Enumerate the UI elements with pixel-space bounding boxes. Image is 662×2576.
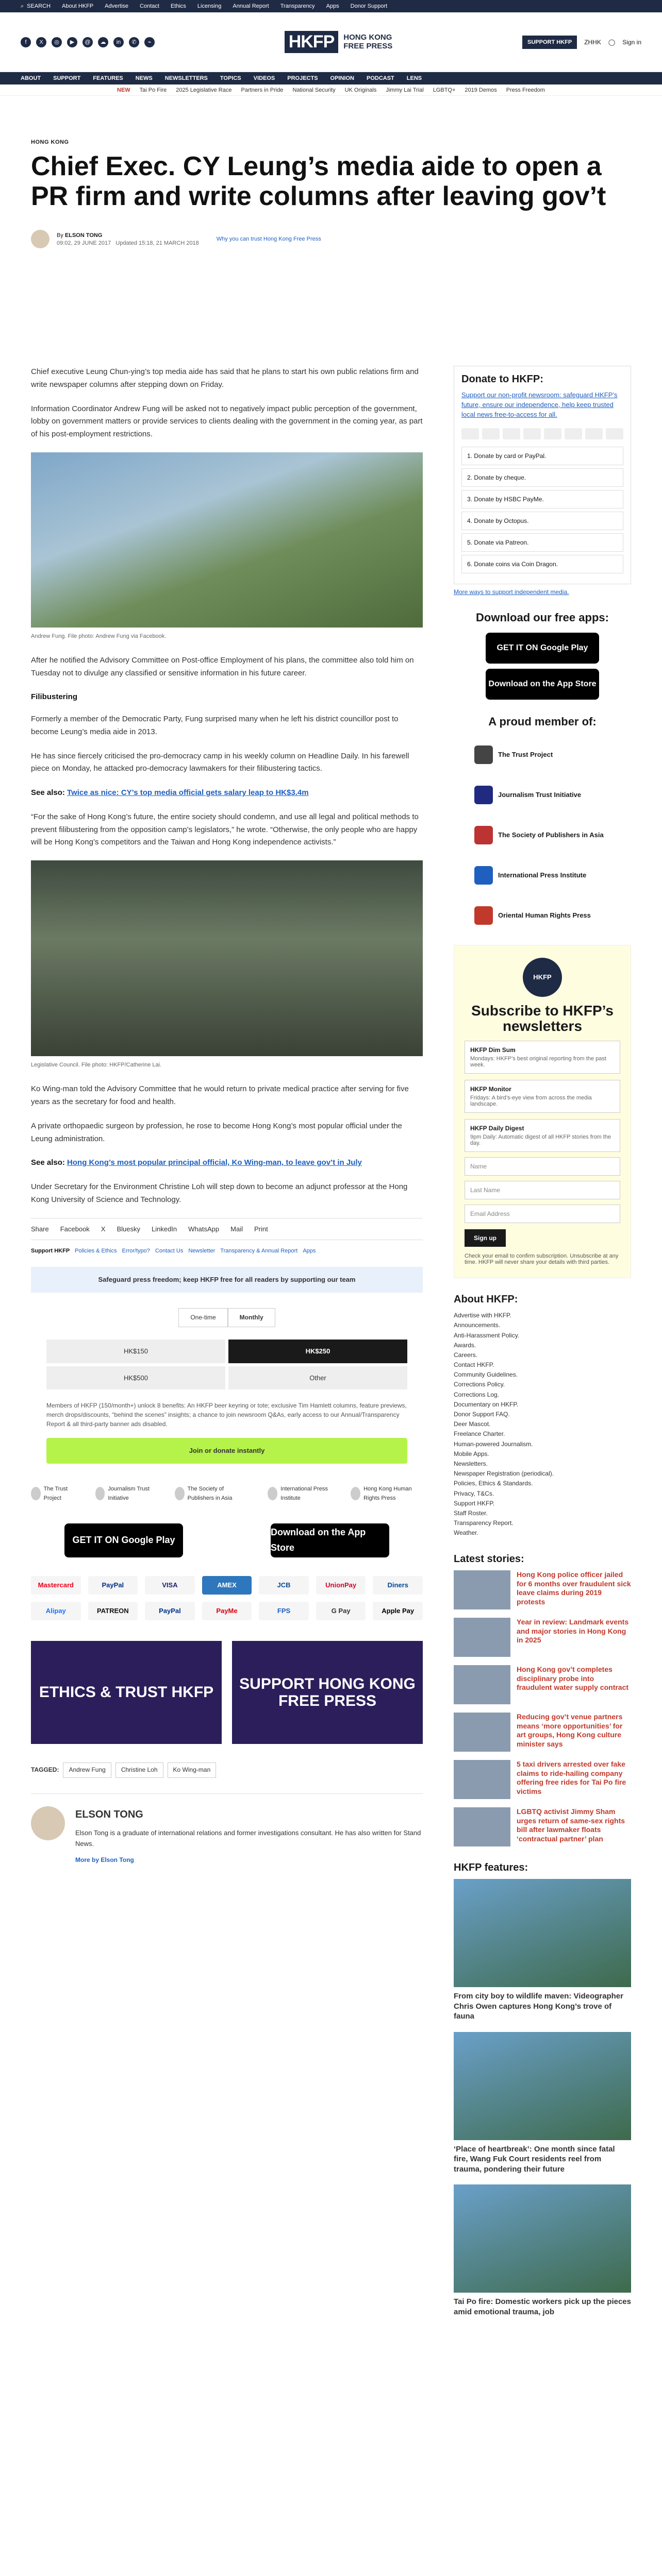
story-title: Hong Kong gov’t completes disciplinary probe into fraudulent water supply contract [517, 1665, 629, 1692]
story-thumbnail [454, 1665, 510, 1704]
feature-title: Tai Po fire: Domestic workers pick up the pieces amid emotional trauma, job [454, 2297, 631, 2316]
feature-list [454, 1879, 631, 2317]
ipi-icon [474, 866, 493, 885]
support-hkfp-button[interactable]: SUPPORT HKFP [522, 36, 577, 49]
app-store-badge[interactable]: Download on the App Store [486, 669, 599, 700]
about-link[interactable]: Deer Mascot. [454, 1420, 491, 1428]
nav-item[interactable]: SUPPORT [53, 75, 81, 81]
payment-methods [31, 1576, 423, 1620]
article-photo [31, 860, 423, 1056]
paragraph: He has since fiercely criticised the pro-democracy camp in his weekly column on Headline Daily. In his farewell piece on Monday, he attacked pro-democracy lawmakers for their filibustering tactics. [31, 751, 409, 773]
patreon-icon: PATREON [88, 1602, 138, 1620]
alipay-icon: Alipay [31, 1602, 81, 1620]
author-box [31, 1793, 423, 1867]
article-headline: Chief Exec. CY Leung’s media aide to open a PR firm and write columns after leaving gov’t [31, 151, 606, 212]
utility-link[interactable]: About HKFP [62, 3, 94, 9]
share-bluesky[interactable]: Bluesky [117, 1225, 140, 1233]
about-list [454, 1311, 631, 1538]
nav-item[interactable]: NEWSLETTERS [164, 75, 208, 81]
sign-in-link[interactable]: Sign in [622, 38, 641, 46]
social-links [21, 37, 155, 47]
paragraph: Formerly a member of the Democratic Party, Fung surprised many when he left his district councillor post to become Leung’s media aide in 2013. [31, 715, 399, 736]
newsletter-option[interactable]: HKFP Dim Sum Mondays: HKFP’s best original reporting from the past week. [465, 1041, 620, 1074]
monthly-tab[interactable]: Monthly [228, 1308, 275, 1328]
article-kicker[interactable]: HONG KONG [31, 139, 69, 145]
payme-icon: PayMe [202, 1602, 252, 1620]
unionpay-icon [565, 428, 582, 439]
share-bar [31, 1218, 423, 1240]
amount-option[interactable]: HK$150 [46, 1340, 225, 1363]
feature-title: ‘Place of heartbreak’: One month since fatal fire, Wang Fuk Court residents reel from trauma, pondering their future [454, 2144, 615, 2174]
feature-image [454, 2184, 631, 2293]
about-link[interactable]: Advertise with HKFP. [454, 1312, 511, 1319]
member-logo[interactable]: Oriental Human Rights Press [474, 902, 631, 929]
site-logo[interactable] [285, 31, 393, 53]
article-photo [31, 452, 423, 628]
about-link[interactable]: Documentary on HKFP. [454, 1400, 519, 1408]
article-wrapper [31, 139, 631, 2316]
feature-image [454, 2032, 631, 2140]
about-link[interactable]: Privacy, T&Cs. [454, 1489, 494, 1497]
about-link[interactable]: Awards. [454, 1341, 476, 1349]
donate-option[interactable]: 1. Donate by card or PayPal. [461, 447, 623, 465]
about-link[interactable]: Newspaper Registration (periodical). [454, 1470, 554, 1478]
donate-box [454, 366, 631, 584]
latest-title: Latest stories: [454, 1553, 524, 1565]
trending-link[interactable]: LGBTQ+ [433, 87, 456, 93]
member-title: A proud member of: [488, 715, 597, 728]
paypal-icon [482, 428, 500, 439]
amex-icon: AMEX [202, 1576, 252, 1595]
amount-options [46, 1340, 407, 1389]
about-link[interactable]: Freelance Charter. [454, 1430, 505, 1438]
feature-image [454, 1879, 631, 1987]
share-x[interactable]: X [101, 1225, 106, 1233]
story-title: Reducing gov’t venue partners means ‘more opportunities’ for art groups, Hong Kong culture minister says [517, 1713, 623, 1748]
email-input[interactable]: Email Address [465, 1205, 620, 1223]
trending-link[interactable]: UK Originals [344, 87, 377, 93]
see-also-link[interactable]: Hong Kong’s most popular principal official, Ko Wing-man, to leave gov’t in July [67, 1158, 362, 1167]
author-link[interactable]: ELSON TONG [64, 232, 103, 239]
donate-title: Donate to HKFP: [461, 374, 543, 385]
bluesky-icon[interactable]: ☁ [98, 37, 108, 47]
utility-link[interactable]: Transparency [280, 3, 315, 9]
photo-caption: Legislative Council. File photo: HKFP/Catherine Lai. [31, 1062, 162, 1069]
nav-item[interactable]: FEATURES [93, 75, 123, 81]
author-bio: Elson Tong is a graduate of international relations and former investigations consultant. He has also written for Stand News. [75, 1828, 421, 1848]
paragraph: Under Secretary for the Environment Christine Loh will step down to become an adjunct professor at the Hong Kong University of Science and Technology. [31, 1182, 408, 1204]
share-linkedin[interactable]: LinkedIn [152, 1225, 177, 1233]
partner-logo[interactable]: Journalism Trust Initiative [95, 1484, 154, 1503]
byline-author: By ELSON TONG [57, 232, 103, 239]
member-logo[interactable]: International Press Institute [474, 861, 631, 889]
donate-options [461, 447, 623, 573]
mastercard-icon [461, 428, 479, 439]
latest-list [454, 1570, 631, 1846]
frequency-toggle [31, 1308, 423, 1328]
rss-icon[interactable]: ⌁ [144, 37, 155, 47]
paragraph: “For the sake of Hong Kong’s future, the entire society should condemn, and use all legal and political methods to prevent filibustering from the opposition camp’s legislators,” he wrote. “Otherwise, the only people who are happy will be Hong Kong’s competitors and the Taiwan and Hong Kong independence activists.” [31, 812, 419, 847]
story-item[interactable] [454, 1618, 631, 1657]
facebook-icon[interactable]: f [21, 37, 31, 47]
about-link[interactable]: Anti-Harassment Policy. [454, 1331, 520, 1339]
new-badge: NEW [117, 87, 130, 93]
app-store-badges [31, 1523, 423, 1557]
story-item[interactable] [454, 1570, 631, 1609]
about-link[interactable]: Support HKFP. [454, 1499, 495, 1507]
ethics-banner[interactable]: ETHICS & TRUST HKFP [31, 1641, 222, 1744]
features-box [454, 1862, 631, 2317]
amex-icon [523, 428, 541, 439]
logo-name: HONG KONG FREE PRESS [343, 33, 393, 50]
author-info [75, 1806, 423, 1867]
site-header [0, 12, 662, 72]
paragraph: Information Coordinator Andrew Fung will be asked not to negatively impact public perception of the government, lobby on government matters or provide services to clients dealing with the government in the coming year, as part of his post-employment restrictions. [31, 404, 423, 438]
utility-link[interactable]: Advertise [105, 3, 129, 9]
story-title: 5 taxi drivers arrested over fake claims to ride-hailing company offering free rides for Tai Po fire victims [517, 1760, 626, 1795]
subheading: Filibustering [31, 692, 77, 702]
sign-up-button[interactable]: Sign up [465, 1229, 506, 1247]
trust-project-icon [474, 745, 493, 764]
story-item[interactable] [454, 1807, 631, 1846]
amount-option[interactable]: HK$500 [46, 1366, 225, 1389]
apps-title: Download our free apps: [476, 611, 609, 624]
partner-logos [31, 1484, 423, 1503]
trending-link[interactable]: Partners in Pride [241, 87, 284, 93]
about-link[interactable]: Mobile Apps. [454, 1450, 489, 1458]
more-ways-link[interactable]: More ways to support independent media. [454, 588, 569, 596]
share-label: Share [31, 1225, 49, 1233]
trust-link[interactable]: Why you can trust Hong Kong Free Press [216, 236, 321, 243]
donate-option[interactable]: 3. Donate by HSBC PayMe. [461, 490, 623, 509]
about-link[interactable]: Community Guidelines. [454, 1371, 518, 1379]
support-links [31, 1246, 423, 1256]
about-link[interactable]: Staff Roster. [454, 1509, 488, 1517]
unionpay-icon: UnionPay [316, 1576, 366, 1595]
paypal-icon: PayPal [145, 1602, 195, 1620]
threads-icon[interactable]: @ [82, 37, 93, 47]
story-thumbnail [454, 1760, 510, 1799]
feature-title: From city boy to wildlife maven: Videographer Chris Owen captures Hong Kong’s trove of fauna [454, 1992, 623, 2021]
support-link[interactable]: Transparency & Annual Report [220, 1247, 298, 1254]
name-input[interactable]: Name [465, 1157, 620, 1176]
story-title: Year in review: Landmark events and major stories in Hong Kong in 2025 [517, 1618, 629, 1645]
story-item[interactable] [454, 1665, 631, 1704]
story-thumbnail [454, 1713, 510, 1752]
tag-list [31, 1762, 423, 1778]
sidebar [454, 366, 631, 2327]
newsletter-box [454, 945, 631, 1279]
about-link[interactable]: Weather. [454, 1529, 478, 1537]
story-item[interactable] [454, 1713, 631, 1752]
support-link[interactable]: Policies & Ethics [75, 1247, 117, 1254]
donate-option[interactable]: 2. Donate by cheque. [461, 468, 623, 487]
x-icon[interactable]: X [36, 37, 46, 47]
fps-icon: FPS [259, 1602, 309, 1620]
tags-label: TAGGED: [31, 1766, 59, 1773]
nav-item[interactable]: NEWS [135, 75, 153, 81]
press-award-icon [474, 906, 493, 925]
trending-link[interactable]: Tai Po Fire [139, 87, 167, 93]
paragraph: After he notified the Advisory Committee on Post-office Employment of his plans, the committee also told him on Tuesday not to divulge any classified or sensitive information in his future career. [31, 655, 414, 677]
story-thumbnail [454, 1570, 510, 1609]
member-benefits: Members of HKFP (150/month+) unlock 8 benefits: An HKFP beer keyring or tote; exclusive Tim Hamlett columns, feature previews, merch drops/discounts, “behind the scenes” insights; a chance to join newsroom Q&As, early access to our Annual/Transparency Report & all third-party banner ads disabled. [46, 1402, 407, 1428]
paragraph: Ko Wing-man told the Advisory Committee that he would return to private medical practice after serving for five years as the secretary for food and health. [31, 1084, 409, 1107]
about-link[interactable]: Careers. [454, 1351, 478, 1359]
logo-mark: HKFP [285, 31, 339, 53]
story-item[interactable] [454, 1760, 631, 1799]
trending-link[interactable]: Press Freedom [506, 87, 545, 93]
about-link[interactable]: Transparency Report. [454, 1519, 514, 1527]
google-play-badge[interactable]: GET IT ON Google Play [64, 1523, 183, 1557]
nav-item[interactable]: PROJECTS [287, 75, 318, 81]
about-box [454, 1294, 631, 1538]
nav-item[interactable]: TOPICS [220, 75, 241, 81]
story-thumbnail [454, 1807, 510, 1846]
ipi-icon [268, 1487, 277, 1500]
utility-link[interactable]: Annual Report [233, 3, 269, 9]
donate-intro-link[interactable]: Support our non-profit newsroom: safeguard HKFP’s future, ensure our independence, help keep trusted local news free-to-access for all. [461, 391, 618, 418]
member-logo[interactable]: The Society of Publishers in Asia [474, 821, 631, 849]
tag[interactable]: Andrew Fung [63, 1762, 111, 1778]
whatsapp-icon[interactable]: ✆ [129, 37, 139, 47]
amount-option[interactable]: Other [228, 1366, 407, 1389]
see-also-link[interactable]: Twice as nice: CY’s top media official gets salary leap to HK$3.4m [67, 788, 309, 798]
language-switch[interactable]: ZHHK [584, 38, 601, 46]
about-link[interactable]: Corrections Log. [454, 1391, 500, 1398]
support-link[interactable]: Newsletter [188, 1247, 216, 1254]
search-button[interactable]: ⌕ SEARCH [21, 3, 51, 9]
youtube-icon[interactable]: ▶ [67, 37, 77, 47]
about-link[interactable]: Donor Support FAQ. [454, 1411, 510, 1418]
diners-icon: Diners [373, 1576, 423, 1595]
promo-banners [31, 1641, 423, 1744]
instagram-icon[interactable]: ◎ [52, 37, 62, 47]
trending-link[interactable]: 2019 Demos [465, 87, 497, 93]
trending-link[interactable]: 2025 Legislative Race [176, 87, 232, 93]
member-logo[interactable]: The Trust Project [474, 741, 631, 769]
partner-logo[interactable]: International Press Institute [268, 1484, 330, 1503]
author-avatar [31, 1806, 65, 1840]
paypal-icon: PayPal [88, 1576, 138, 1595]
nav-item[interactable]: PODCAST [366, 75, 394, 81]
utility-bar [0, 0, 662, 12]
utility-link[interactable]: Licensing [197, 3, 222, 9]
share-print[interactable]: Print [254, 1225, 268, 1233]
about-link[interactable]: Corrections Policy. [454, 1381, 505, 1388]
trending-link[interactable]: National Security [292, 87, 336, 93]
support-link[interactable]: Support HKFP [31, 1247, 70, 1254]
donate-option[interactable]: 6. Donate coins via Coin Dragon. [461, 555, 623, 573]
promo-bar: Safeguard press freedom; keep HKFP free for all readers by supporting our team [31, 1267, 423, 1292]
newsletter-title: Subscribe to HKFP’s newsletters [471, 1002, 614, 1035]
card-icons [461, 428, 623, 439]
author-avatar [31, 230, 49, 248]
share-facebook[interactable]: Facebook [60, 1225, 90, 1233]
search-icon: ⌕ [21, 3, 24, 9]
payme-icon [606, 428, 623, 439]
utility-link[interactable]: Contact [140, 3, 159, 9]
sopa-icon [474, 826, 493, 844]
google-pay-icon: G Pay [316, 1602, 366, 1620]
jcb-icon [544, 428, 561, 439]
paragraph: A private orthopaedic surgeon by profession, he rose to become Hong Kong’s most popular official under the Leung administration. [31, 1121, 402, 1143]
see-also: See also: Hong Kong’s most popular principal official, Ko Wing-man, to leave gov’t in July [31, 1158, 362, 1167]
support-link[interactable]: Apps [303, 1247, 316, 1254]
jti-icon [474, 786, 493, 804]
feature-item[interactable] [454, 1879, 631, 2022]
nav-item[interactable]: VIDEOS [253, 75, 275, 81]
byline-dates: 09:02, 29 JUNE 2017 Updated 15:18, 21 MARCH 2018 [57, 240, 199, 246]
about-link[interactable]: Announcements. [454, 1321, 501, 1329]
member-logo[interactable]: Journalism Trust Initiative [474, 781, 631, 809]
one-time-tab[interactable]: One-time [178, 1308, 227, 1328]
about-link[interactable]: Contact HKFP. [454, 1361, 494, 1369]
newsletter-option[interactable]: HKFP Monitor Fridays: A bird’s-eye view from across the media landscape. [465, 1080, 620, 1113]
apple-pay-icon: Apple Pay [373, 1602, 423, 1620]
nav-item[interactable]: OPINION [330, 75, 354, 81]
feature-item[interactable] [454, 2032, 631, 2175]
nav-item[interactable]: LENS [406, 75, 422, 81]
paragraph: Chief executive Leung Chun-ying’s top media aide has said that he plans to start his own public relations firm and write newspaper columns after stepping down on Friday. [31, 367, 419, 389]
utility-link[interactable]: Donor Support [350, 3, 388, 9]
header-actions [522, 36, 641, 49]
partner-logo[interactable]: Hong Kong Human Rights Press [351, 1484, 423, 1503]
story-title: LGBTQ activist Jimmy Sham urges return of same-sex rights bill after lawmaker floats ‘contractual partner’ plan [517, 1807, 625, 1843]
article-body [31, 366, 423, 1866]
about-link[interactable]: Newsletters. [454, 1460, 488, 1467]
features-title: HKFP features: [454, 1862, 528, 1874]
donate-option[interactable]: 5. Donate via Patreon. [461, 533, 623, 552]
join-button[interactable]: Join or donate instantly [46, 1438, 407, 1463]
story-thumbnail [454, 1618, 510, 1657]
trust-project-icon [31, 1487, 41, 1500]
jti-icon [95, 1487, 105, 1500]
author-name[interactable]: ELSON TONG [75, 1808, 143, 1820]
newsletter-logo: HKFP [523, 958, 562, 997]
support-banner[interactable]: SUPPORT HONG KONG FREE PRESS [232, 1641, 423, 1744]
about-link[interactable]: Policies, Ethics & Standards. [454, 1480, 533, 1487]
latest-stories [454, 1553, 631, 1846]
visa-icon [503, 428, 520, 439]
user-icon[interactable]: ◯ [608, 38, 616, 46]
partner-logo[interactable]: The Society of Publishers in Asia [175, 1484, 247, 1503]
more-by-author-link[interactable]: More by Elson Tong [75, 1856, 134, 1863]
signup-row [465, 1223, 620, 1247]
feature-item[interactable] [454, 2184, 631, 2317]
newsletter-option[interactable]: HKFP Daily Digest 9pm Daily: Automatic digest of all HKFP stories from the day. [465, 1119, 620, 1152]
sopa-icon [175, 1487, 185, 1500]
utility-link[interactable]: Apps [326, 3, 339, 9]
alipay-icon [585, 428, 603, 439]
partner-logo[interactable]: The Trust Project [31, 1484, 75, 1503]
newsletter-note: Check your email to confirm subscription. Unsubscribe at any time. HKFP will never share your details with third parties. [465, 1253, 619, 1266]
last-name-input[interactable]: Last Name [465, 1181, 620, 1199]
google-play-badge[interactable]: GET IT ON Google Play [486, 633, 599, 664]
photo-caption: Andrew Fung. File photo: Andrew Fung via Facebook. [31, 633, 167, 639]
tag[interactable]: Christine Loh [115, 1762, 163, 1778]
nav-item[interactable]: ABOUT [21, 75, 41, 81]
about-title: About HKFP: [454, 1294, 518, 1306]
about-link[interactable]: Human-powered Journalism. [454, 1440, 533, 1448]
mastercard-icon: Mastercard [31, 1576, 81, 1595]
amount-option-selected[interactable]: HK$250 [228, 1340, 407, 1363]
trending-bar [0, 84, 662, 96]
visa-icon: VISA [145, 1576, 195, 1595]
donate-option[interactable]: 4. Donate by Octopus. [461, 512, 623, 530]
trending-link[interactable]: Jimmy Lai Trial [386, 87, 424, 93]
app-store-badge[interactable]: Download on the App Store [271, 1523, 389, 1557]
byline [31, 230, 631, 248]
share-mail[interactable]: Mail [230, 1225, 243, 1233]
linkedin-icon[interactable]: in [113, 37, 124, 47]
share-whatsapp[interactable]: WhatsApp [188, 1225, 220, 1233]
support-link[interactable]: Error/typo? [122, 1247, 150, 1254]
byline-text [57, 232, 199, 246]
see-also: See also: Twice as nice: CY’s top media official gets salary leap to HK$3.4m [31, 788, 309, 798]
story-title: Hong Kong police officer jailed for 6 months over fraudulent sick leave claims during 2019 protests [517, 1570, 631, 1606]
tag[interactable]: Ko Wing-man [168, 1762, 217, 1778]
press-award-icon [351, 1487, 360, 1500]
support-link[interactable]: Contact Us [155, 1247, 184, 1254]
utility-link[interactable]: Ethics [170, 3, 186, 9]
main-nav [0, 72, 662, 84]
jcb-icon: JCB [259, 1576, 309, 1595]
